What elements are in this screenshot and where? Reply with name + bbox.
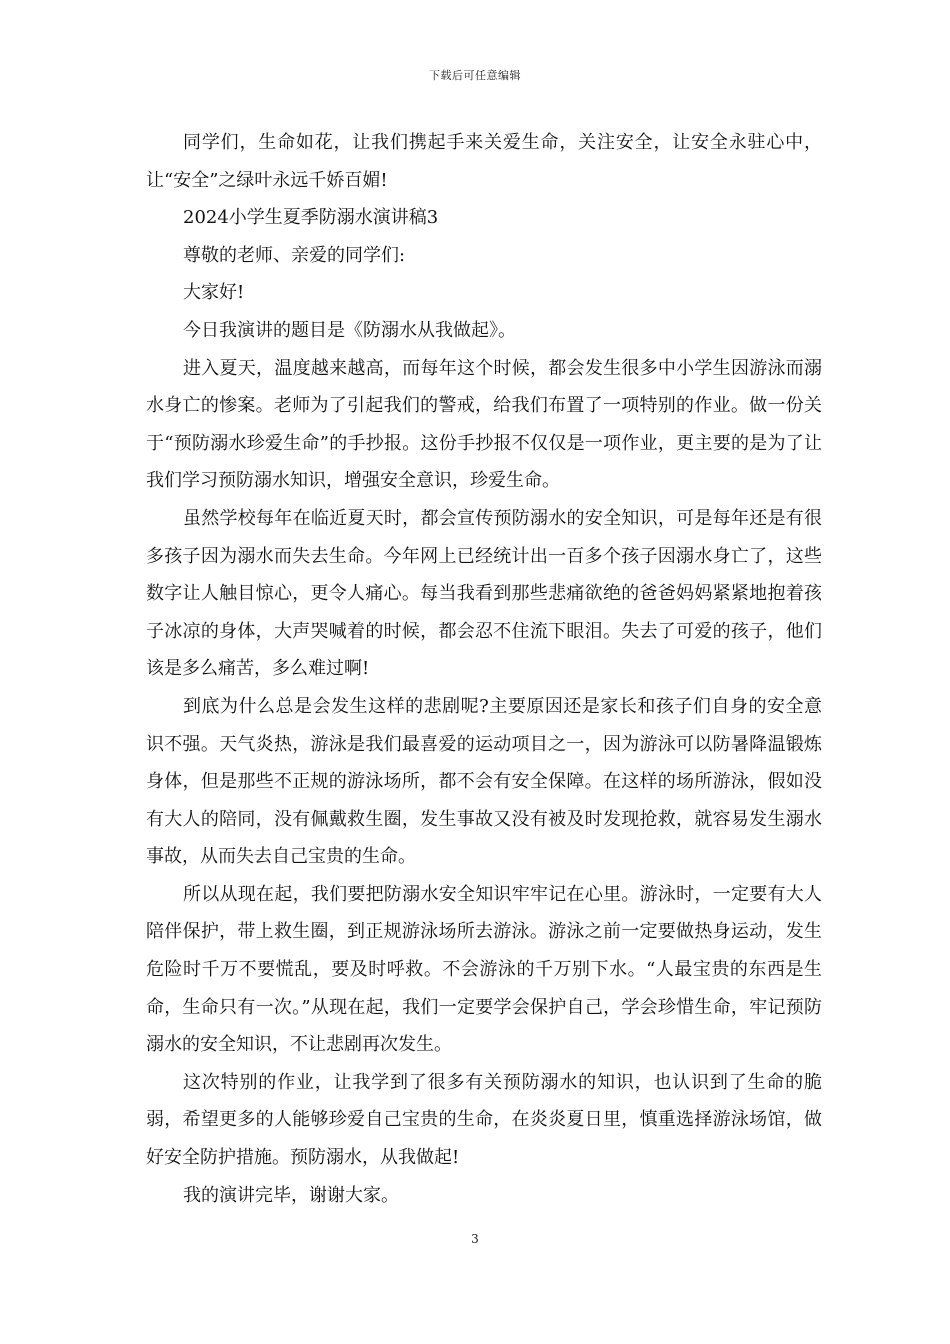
document-body <box>146 124 822 1214</box>
page-number: 3 <box>471 1232 479 1246</box>
paragraph: 今日我演讲的题目是《防溺水从我做起》。 <box>183 319 516 341</box>
salutation: 尊敬的老师、亲爱的同学们: <box>183 244 406 266</box>
closing: 我的演讲完毕，谢谢大家。 <box>183 1184 399 1206</box>
paragraph: 同学们，生命如花，让我们携起手来关爱生命，关注安全，让安全永驻心中，让“安全”之绿叶永远千娇百媚! <box>146 132 822 191</box>
header-note: 下载后可任意编辑 <box>429 69 521 82</box>
greeting: 大家好! <box>183 282 245 304</box>
speech-title: 2024小学生夏季防溺水演讲稿3 <box>183 207 439 229</box>
paragraph: 到底为什么总是会发生这样的悲剧呢?主要原因还是家长和孩子们自身的安全意识不强。天气炎热，游泳是我们最喜爱的运动项目之一，因为游泳可以防暑降温锻炼身体，但是那些不正规的游泳场所，都不会有安全保障。在这样的场所游泳，假如没有大人的陪同，没有佩戴救生圈，发生事故又没有被及时发现抢救，就容易发生溺水事故，从而失去自己宝贵的生命。 <box>146 695 822 868</box>
paragraph: 这次特别的作业，让我学到了很多有关预防溺水的知识，也认识到了生命的脆弱，希望更多的人能够珍爱自己宝贵的生命，在炎炎夏日里，慎重选择游泳场馆，做好安全防护措施。预防溺水，从我做起! <box>146 1071 822 1169</box>
paragraph: 进入夏天，温度越来越高，而每年这个时候，都会发生很多中小学生因游泳而溺水身亡的惨案。老师为了引起我们的警戒，给我们布置了一项特别的作业。做一份关于“预防溺水珍爱生命”的手抄报。这份手抄报不仅仅是一项作业，更主要的是为了让我们学习预防溺水知识，增强安全意识，珍爱生命。 <box>146 357 822 492</box>
paragraph: 虽然学校每年在临近夏天时，都会宣传预防溺水的安全知识，可是每年还是有很多孩子因为溺水而失去生命。今年网上已经统计出一百多个孩子因溺水身亡了，这些数字让人触目惊心，更令人痛心。每当我看到那些悲痛欲绝的爸爸妈妈紧紧地抱着孩子冰凉的身体，大声哭喊着的时候，都会忍不住流下眼泪。失去了可爱的孩子，他们该是多么痛苦，多么难过啊! <box>146 507 822 680</box>
paragraph: 所以从现在起，我们要把防溺水安全知识牢牢记在心里。游泳时，一定要有大人陪伴保护，带上救生圈，到正规游泳场所去游泳。游泳之前一定要做热身运动，发生危险时千万不要慌乱，要及时呼救。不会游泳的千万别下水。“人最宝贵的东西是生命，生命只有一次。”从现在起，我们一定要学会保护自己，学会珍惜生命，牢记预防溺水的安全知识，不让悲剧再次发生。 <box>146 883 822 1056</box>
